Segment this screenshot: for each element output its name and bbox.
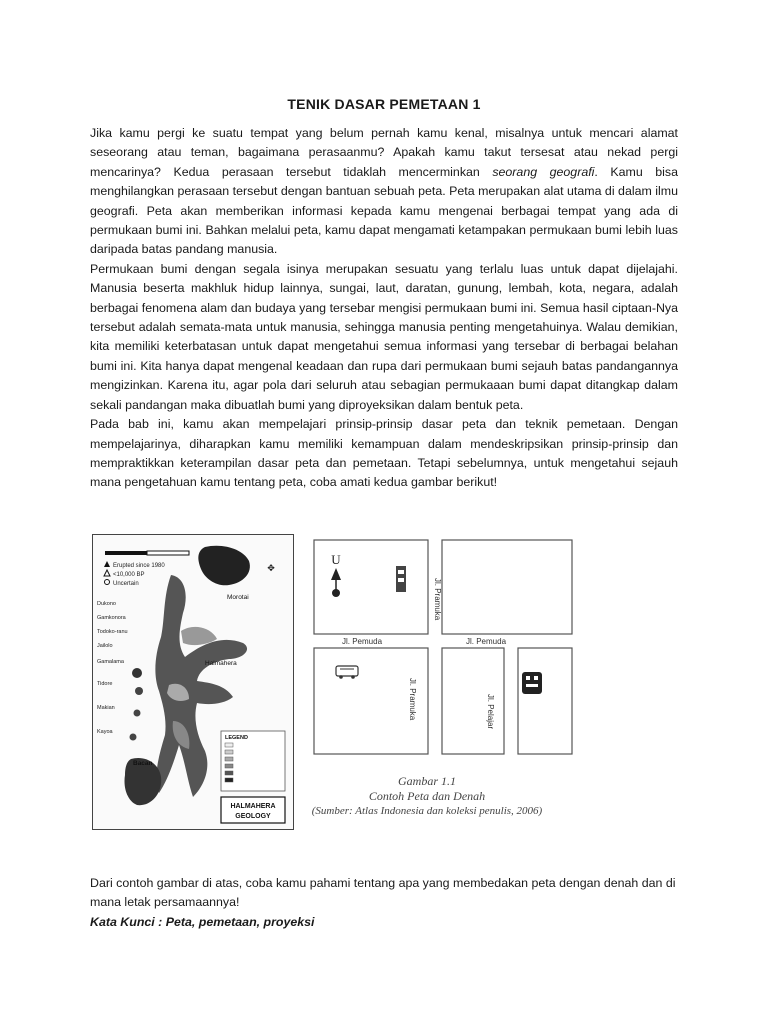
legend-swatch <box>225 743 233 747</box>
street-pelajar: Jl. Pelajar <box>486 694 495 730</box>
bus-icon <box>336 666 358 676</box>
caption-title: Gambar 1.1 <box>397 774 456 788</box>
label-tidore: Tidore <box>97 681 113 687</box>
paragraph-2: Permukaan bumi dengan segala isinya merupakan sesuatu yang terlalu luas untuk dapat dijelajahi. Manusia beserta makhluk hidup lainnya, sungai, laut, daratan, gunung, lembah, kota, negara, adalah berbagai fenomena alam dan budaya yang tersebar mengisi permukaan bumi ini. Semua hasil ciptaan-Nya tersebut adalah semata-mata untuk manusia, sehingga manusia penting mengetahuinya. Walau demikian, kita memiliki keterbatasan untuk dapat mengetahui semua informasi yang tersebar di berbagai belahan bumi ini. Kita hanya dapat mengenal keadaan dan rupa dari permukaan bumi sejauh batas pandangannya mengizinkan. Karena itu, agar pola dari seluruh atau sebagian permukaaan bumi dapat ditangkap dalam sekali pandangan maka dibuatlah bumi yang diproyeksikan dalam bentuk peta. <box>90 261 678 412</box>
circle-icon <box>105 580 110 585</box>
denah-plan <box>306 530 576 762</box>
map-drawing <box>93 535 293 829</box>
legend-swatch <box>225 778 233 782</box>
label-makian: Makian <box>97 705 115 711</box>
tidore-island <box>135 687 143 695</box>
scale-bar-segment <box>147 551 189 555</box>
street-pemuda-left: Jl. Pemuda <box>342 637 383 646</box>
map-key-3: Uncertain <box>113 581 139 587</box>
label-morotai: Morotai <box>227 594 249 601</box>
north-arrow-base <box>332 589 340 597</box>
legend-title: LEGEND <box>225 735 248 741</box>
north-label: U <box>331 552 341 567</box>
caption-source: (Sumber: Atlas Indonesia dan koleksi penulis, 2006) <box>311 805 543 817</box>
legend-swatch <box>225 757 233 761</box>
school-window <box>534 676 538 680</box>
tower-window <box>398 578 404 582</box>
triangle-outline-icon <box>104 570 110 576</box>
label-halmahera: Halmahera <box>205 660 237 667</box>
kayoa-island <box>130 734 137 741</box>
label-bacan: Bacan <box>133 760 153 767</box>
paragraph-3: Pada bab ini, kamu akan mempelajari prinsip-prinsip dasar peta dan teknik pemetaan. Dengan mempelajarinya, diharapkan kamu memiliki kemampuan dalam mendeskripsikan prinsip-prinsip dan mempraktikkan keterampilan dasar peta dan pemetaan. Tetapi sebelumnya, untuk mengetahui sejauh mana pengetahuan kamu tentang peta, coba amati kedua gambar berikut! <box>90 417 678 490</box>
map-title-line-1: HALMAHERA <box>230 803 276 810</box>
makian-island <box>134 710 141 717</box>
bus-wheel <box>351 675 355 679</box>
compass-icon: ✥ <box>267 563 275 573</box>
paragraph-1 <box>90 124 678 260</box>
school-icon <box>522 672 542 694</box>
legend-swatch <box>225 750 233 754</box>
body-text <box>90 124 678 493</box>
halmahera-geology-map <box>92 534 294 830</box>
bus-wheel <box>339 675 343 679</box>
paragraph-1-text-b: . Kamu bisa menghilangkan perasaan tersebut dengan bantuan sebuah peta. Peta merupakan alat utama di dalam ilmu geografi. Peta akan memberikan informasi kepada kamu mengenai berbagai tempat yang ada di permukaan bumi ini. Bahkan melalui peta, kamu dapat mengamati ketampakan permukaan bumi lebih luas daripada batas pandang manusia. <box>90 164 678 257</box>
tower-window <box>398 570 404 574</box>
label-gamkonora: Gamkonora <box>97 615 126 621</box>
map-key-1: Erupted since 1980 <box>113 563 165 569</box>
school-door <box>526 684 538 687</box>
label-jailolo: Jailolo <box>97 643 113 649</box>
map-key-2: <10,000 BP <box>113 572 145 578</box>
morotai-island <box>198 546 250 586</box>
page-title: TENIK DASAR PEMETAAN 1 <box>287 96 481 112</box>
keywords: Kata Kunci : Peta, pemetaan, proyeksi <box>90 914 315 929</box>
closing-paragraph: Dari contoh gambar di atas, coba kamu pahami tentang apa yang membedakan peta dengan denah dan di mana letak persamaannya! <box>90 876 676 910</box>
street-pramuka-bottom: Jl. Pramuka <box>408 678 417 721</box>
school-window <box>526 676 530 680</box>
street-pramuka-top: Jl. Pramuka <box>433 578 442 621</box>
figure-1-1 <box>92 530 592 840</box>
paragraph-1-text-a: Jika kamu pergi ke suatu tempat yang belum pernah kamu kenal, misalnya untuk mencari alamat seseorang atau teman, bagaimana perasaanmu? Apakah kamu takut tersesat atau nekad pergi mencarinya? Kedua perasaan tersebut tidaklah mencerminkan <box>90 126 678 179</box>
scale-bar <box>105 551 147 555</box>
paragraph-1-emphasis: seorang geografi <box>492 164 595 179</box>
ternate-island <box>132 668 142 678</box>
label-gamalama: Gamalama <box>97 659 124 665</box>
label-kayoa: Kayoa <box>97 729 113 735</box>
legend-swatch <box>225 771 233 775</box>
label-todoko-ranu: Todoko-ranu <box>97 629 128 635</box>
closing-text <box>90 874 678 932</box>
block-top-right <box>442 540 572 634</box>
legend-swatch <box>225 764 233 768</box>
triangle-icon <box>104 561 110 567</box>
block-bottom-right <box>518 648 572 754</box>
figure-caption <box>282 774 572 819</box>
map-title-line-2: GEOLOGY <box>235 813 271 820</box>
street-pemuda-right: Jl. Pemuda <box>466 637 507 646</box>
caption-subtitle: Contoh Peta dan Denah <box>368 789 486 803</box>
label-dukono: Dukono <box>97 601 116 607</box>
